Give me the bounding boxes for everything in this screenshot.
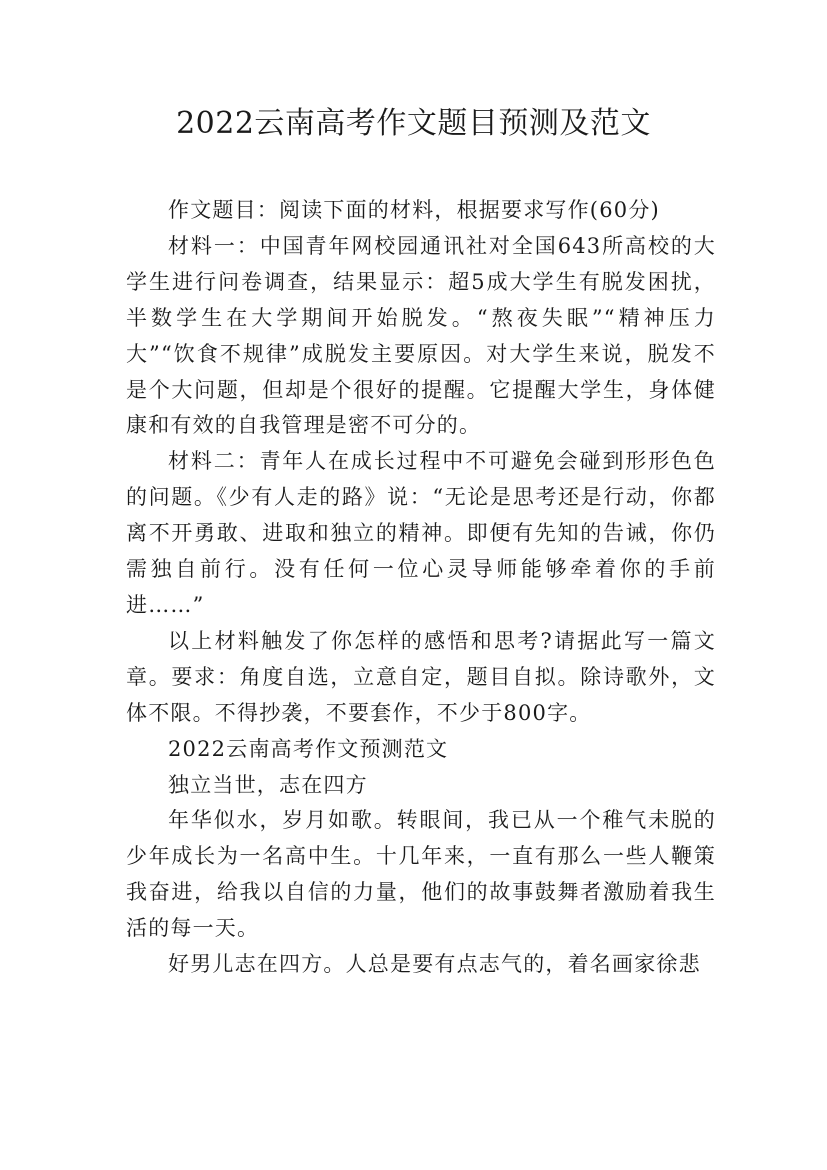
- essay-paragraph: 年华似水，岁月如歌。转眼间，我已从一个稚气未脱的少年成长为一名高中生。十几年来，一直有那么一些人鞭策我奋进，给我以自信的力量，他们的故事鼓舞者激励着我生活的每一天。: [126, 808, 716, 941]
- sample-essay-heading: 2022云南高考作文预测范文: [168, 736, 449, 761]
- essay-paragraph: 好男儿志在四方。人总是要有点志气的，着名画家徐悲: [168, 952, 701, 977]
- document-body: [126, 193, 716, 983]
- essay-title: 独立当世，志在四方: [168, 772, 368, 797]
- material-one: 材料一：中国青年网校园通讯社对全国643所高校的大学生进行问卷调查，结果显示：超5成大学生有脱发困扰，半数学生在大学期间开始脱发。“熬夜失眠”“精神压力大”“饮食不规律”成脱发主要原因。对大学生来说，脱发不是个大问题，但却是个很好的提醒。它提醒大学生，身体健康和有效的自我管理是密不可分的。: [126, 233, 716, 438]
- material-two: 材料二：青年人在成长过程中不可避免会碰到形形色色的问题。《少有人走的路》说：“无论是思考还是行动，你都离不开勇敢、进取和独立的精神。即便有先知的告诫，你仍需独自前行。没有任何一位心灵导师能够牵着你的手前进……”: [126, 449, 716, 617]
- prompt-instruction: 作文题目：阅读下面的材料，根据要求写作(60分): [168, 198, 660, 222]
- writing-requirements: 以上材料触发了你怎样的感悟和思考?请据此写一篇文章。要求：角度自选，立意自定，题目自拟。除诗歌外，文体不限。不得抄袭，不要套作，不少于800字。: [126, 628, 716, 725]
- document-title: 2022云南高考作文题目预测及范文: [176, 106, 651, 141]
